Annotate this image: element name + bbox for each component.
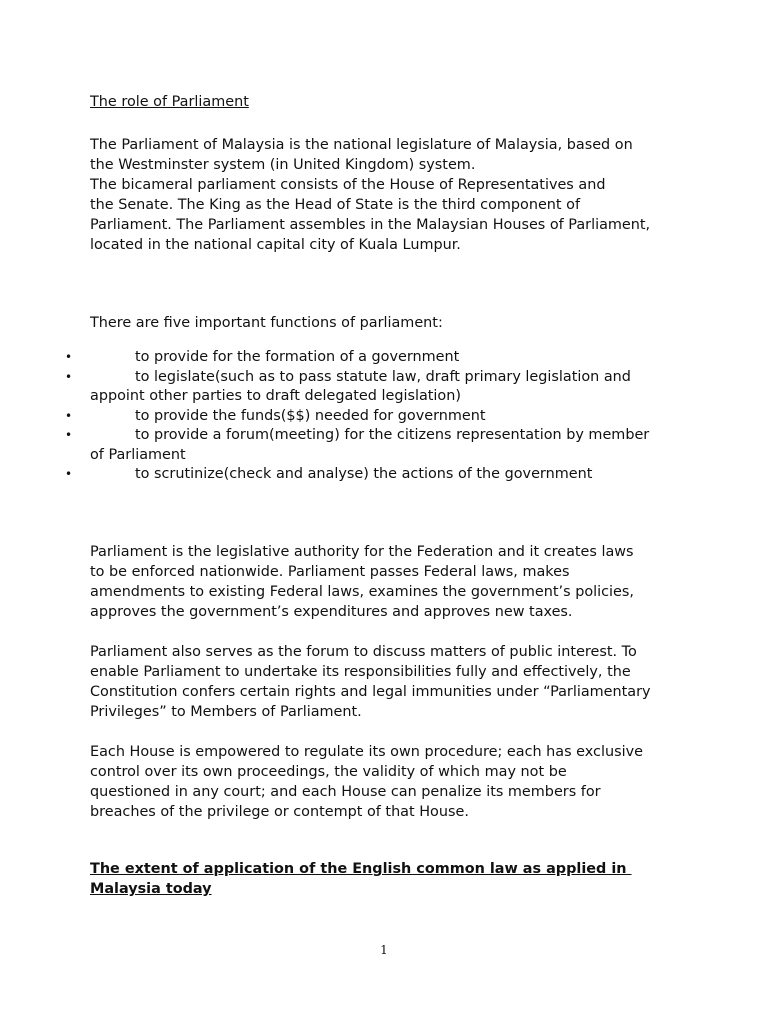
text-line: approves the government’s expenditures and approves new taxes. (90, 604, 573, 620)
list-item-text: to scrutinize(check and analyse) the actions of the government (135, 466, 593, 482)
list-item-text: to legislate(such as to pass statute law, draft primary legislation and (135, 368, 631, 385)
text-line: The Parliament of Malaysia is the national legislature of Malaysia, based on (90, 137, 633, 153)
paragraph-public-interest (90, 642, 690, 722)
list-item (0, 465, 768, 485)
text-line: located in the national capital city of Kuala Lumpur. (90, 237, 461, 253)
bullet-icon: • (65, 408, 73, 423)
functions-intro: There are five important functions of parliament: (90, 315, 443, 331)
text-line: breaches of the privilege or contempt of that House. (90, 804, 469, 820)
text-line: enable Parliament to undertake its responsibilities fully and effectively, the (90, 664, 631, 680)
bullet-icon: • (65, 369, 73, 384)
list-item (0, 348, 768, 368)
list-item-text: to provide for the formation of a government (135, 349, 460, 365)
paragraph-legislative-authority (90, 542, 690, 622)
text-line: Parliament is the legislative authority for the Federation and it creates laws (90, 544, 634, 560)
intro-paragraph (90, 135, 690, 255)
functions-list (0, 348, 768, 485)
page-number: 1 (380, 943, 388, 957)
text-line: Privileges” to Members of Parliament. (90, 704, 362, 720)
text-line: Each House is empowered to regulate its own procedure; each has exclusive (90, 744, 643, 760)
text-line: the Westminster system (in United Kingdom) system. (90, 157, 476, 173)
text-line: Parliament also serves as the forum to discuss matters of public interest. To (90, 644, 637, 660)
text-line: to be enforced nationwide. Parliament passes Federal laws, makes (90, 564, 570, 580)
text-line: amendments to existing Federal laws, examines the government’s policies, (90, 584, 634, 600)
text-line: Parliament. The Parliament assembles in the Malaysian Houses of Parliament, (90, 217, 651, 233)
heading-english-common-law (90, 859, 690, 899)
list-item (0, 426, 768, 465)
heading-line: Malaysia today (90, 881, 212, 897)
text-line: the Senate. The King as the Head of State is the third component of (90, 197, 581, 213)
bullet-icon: • (65, 467, 73, 481)
heading-line: The extent of application of the English common law as applied in (90, 861, 632, 877)
text-line: The bicameral parliament consists of the House of Representatives and (90, 177, 606, 193)
list-item-text: to provide the funds($$) needed for government (135, 407, 486, 424)
list-item (0, 368, 768, 407)
text-line: Constitution confers certain rights and legal immunities under “Parliamentary (90, 684, 651, 700)
bullet-icon: • (65, 428, 73, 442)
list-item (0, 407, 768, 427)
list-item-text: to provide a forum(meeting) for the citizens representation by member (135, 427, 650, 443)
list-item-continuation: appoint other parties to draft delegated legislation) (90, 388, 461, 404)
paragraph-house-procedure (90, 742, 690, 822)
text-line: control over its own proceedings, the validity of which may not be (90, 764, 567, 780)
heading-role-of-parliament: The role of Parliament (90, 94, 249, 110)
text-line: questioned in any court; and each House can penalize its members for (90, 784, 601, 800)
list-item-continuation: of Parliament (90, 446, 186, 463)
bullet-icon: • (65, 350, 73, 364)
